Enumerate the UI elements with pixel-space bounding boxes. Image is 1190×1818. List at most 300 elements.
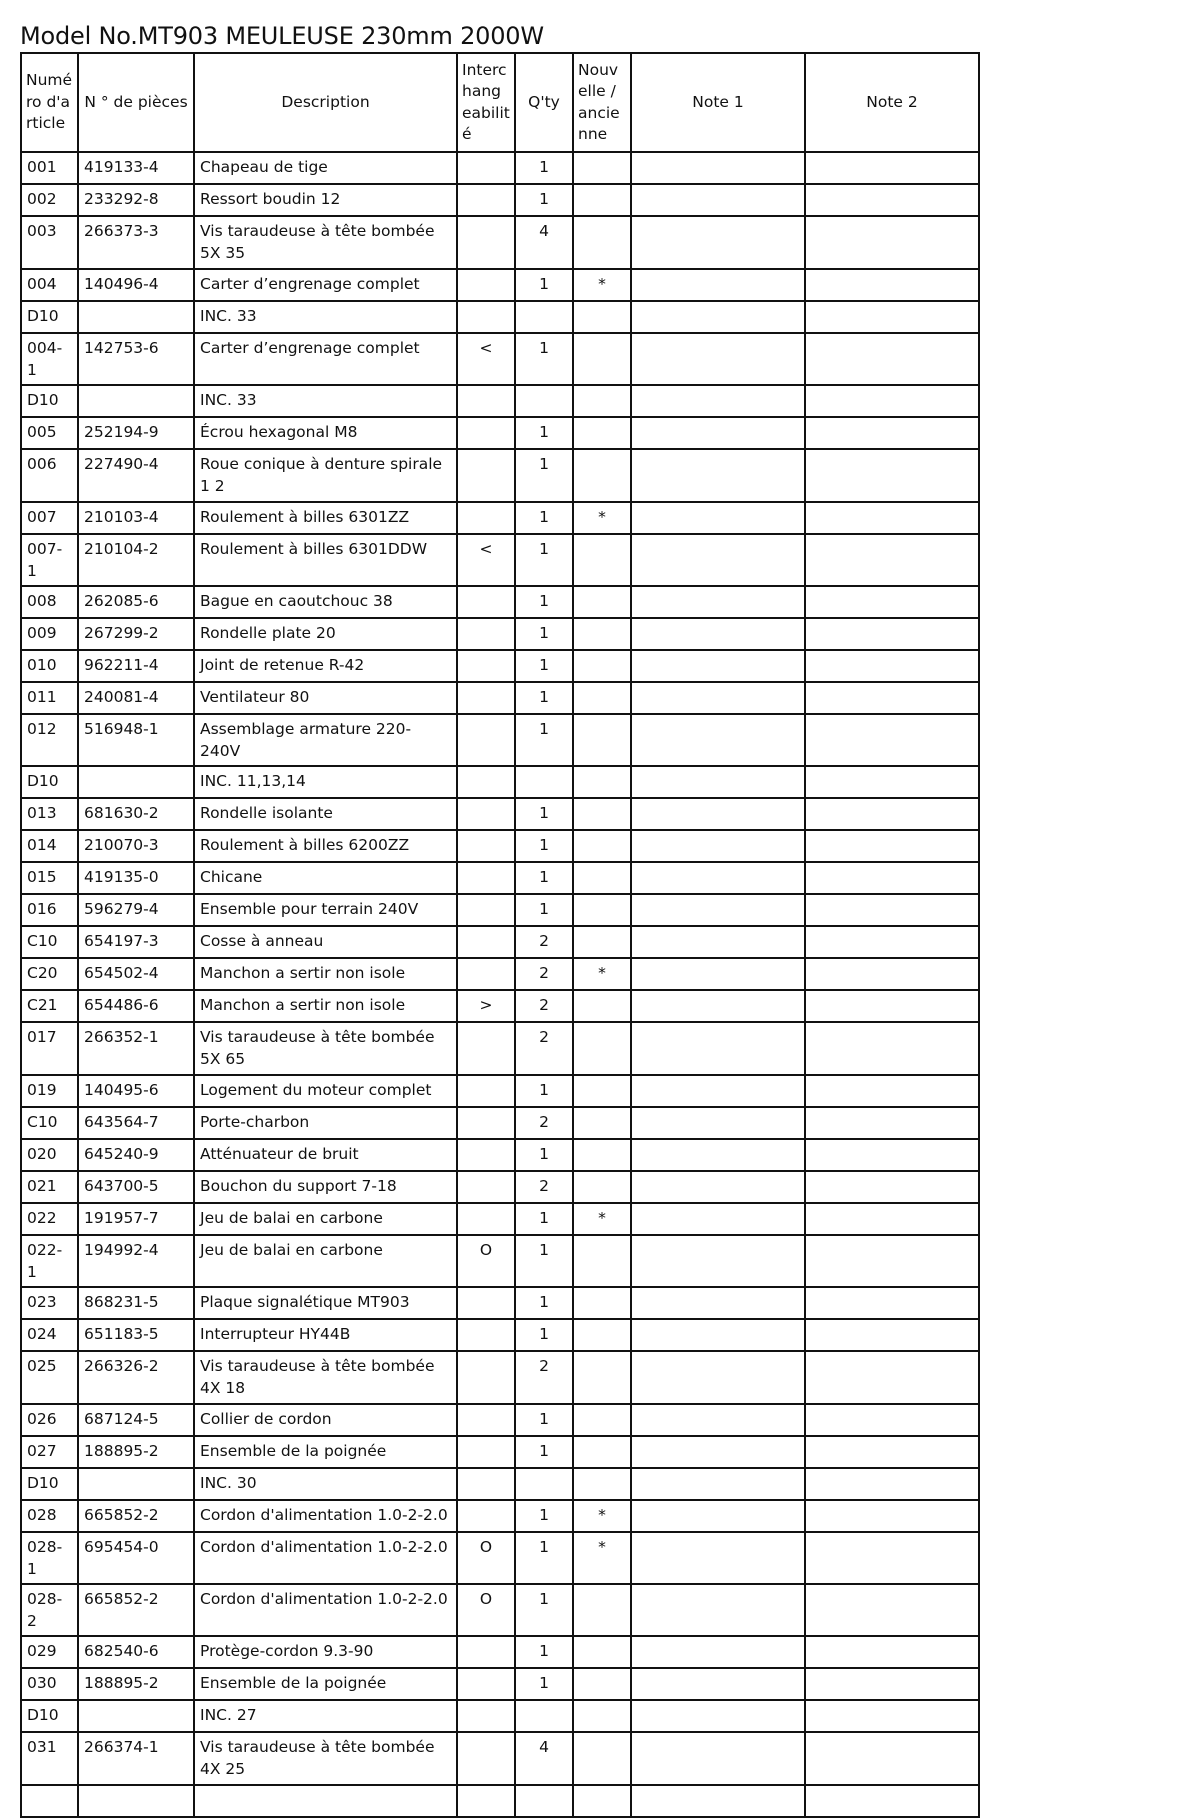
cell-note-2 bbox=[805, 1700, 979, 1732]
cell-new-old-text bbox=[574, 386, 630, 393]
cell-note-2-text bbox=[806, 1786, 978, 1793]
cell-part-no-text: 188895-2 bbox=[84, 1674, 159, 1692]
cell-part-no bbox=[78, 269, 194, 301]
cell-note-1-text bbox=[632, 535, 804, 542]
cell-qty bbox=[515, 385, 573, 417]
cell-note-1 bbox=[631, 714, 805, 766]
cell-note-1 bbox=[631, 830, 805, 862]
table-row bbox=[21, 1235, 979, 1287]
cell-new-old-text bbox=[574, 1023, 630, 1030]
cell-part-no bbox=[78, 1668, 194, 1700]
cell-note-1 bbox=[631, 1404, 805, 1436]
cell-qty-text: 1 bbox=[539, 540, 549, 558]
cell-item-no-text: 016 bbox=[27, 900, 57, 918]
cell-description bbox=[194, 152, 457, 184]
cell-item-no-text: C20 bbox=[27, 964, 58, 982]
cell-item-no bbox=[21, 333, 78, 385]
cell-qty bbox=[515, 1785, 573, 1817]
cell-qty bbox=[515, 1139, 573, 1171]
cell-note-1-text bbox=[632, 767, 804, 774]
cell-description-text: INC. 30 bbox=[200, 1474, 257, 1492]
cell-interchangeability bbox=[457, 1404, 515, 1436]
cell-note-1-text bbox=[632, 651, 804, 658]
cell-note-1-text bbox=[632, 1140, 804, 1147]
table-row bbox=[21, 1107, 979, 1139]
cell-part-no bbox=[78, 1468, 194, 1500]
cell-description bbox=[194, 1351, 457, 1404]
cell-qty bbox=[515, 1319, 573, 1351]
cell-interchangeability bbox=[457, 650, 515, 682]
cell-part-no-text: 962211-4 bbox=[84, 656, 159, 674]
cell-description bbox=[194, 1404, 457, 1436]
cell-item-no bbox=[21, 216, 78, 269]
cell-item-no bbox=[21, 714, 78, 766]
cell-note-1-text bbox=[632, 153, 804, 160]
cell-note-2-text bbox=[806, 1140, 978, 1147]
cell-item-no bbox=[21, 586, 78, 618]
cell-part-no bbox=[78, 766, 194, 798]
cell-note-2-text bbox=[806, 535, 978, 542]
cell-part-no bbox=[78, 894, 194, 926]
cell-new-old-text bbox=[574, 619, 630, 626]
cell-interchangeability bbox=[457, 184, 515, 216]
cell-item-no-text: D10 bbox=[27, 391, 59, 409]
cell-interchangeability bbox=[457, 1532, 515, 1584]
cell-note-1 bbox=[631, 534, 805, 586]
table-row bbox=[21, 1668, 979, 1700]
cell-item-no bbox=[21, 184, 78, 216]
cell-qty bbox=[515, 830, 573, 862]
cell-new-old bbox=[573, 1075, 631, 1107]
cell-qty bbox=[515, 682, 573, 714]
cell-note-1 bbox=[631, 1700, 805, 1732]
cell-item-no-text: 013 bbox=[27, 804, 57, 822]
cell-note-1-text bbox=[632, 302, 804, 309]
table-row bbox=[21, 502, 979, 534]
cell-description bbox=[194, 1636, 457, 1668]
cell-interchangeability-text bbox=[458, 959, 514, 966]
cell-item-no-text: 019 bbox=[27, 1081, 57, 1099]
cell-interchangeability bbox=[457, 1584, 515, 1636]
table-header-row bbox=[21, 53, 979, 152]
cell-interchangeability-text bbox=[458, 1204, 514, 1211]
cell-new-old-text bbox=[574, 217, 630, 224]
cell-new-old bbox=[573, 1436, 631, 1468]
table-row bbox=[21, 830, 979, 862]
cell-note-2 bbox=[805, 990, 979, 1022]
cell-part-no-text: 252194-9 bbox=[84, 423, 159, 441]
cell-new-old-text bbox=[574, 715, 630, 722]
cell-interchangeability-text bbox=[458, 302, 514, 309]
cell-note-2-text bbox=[806, 1669, 978, 1676]
cell-interchangeability bbox=[457, 269, 515, 301]
cell-description-text: Rondelle isolante bbox=[200, 804, 333, 822]
cell-interchangeability-text bbox=[458, 1501, 514, 1508]
cell-new-old bbox=[573, 534, 631, 586]
cell-new-old-text bbox=[574, 767, 630, 774]
cell-note-2-text bbox=[806, 503, 978, 510]
cell-description-text: Plaque signalétique MT903 bbox=[200, 1293, 410, 1311]
cell-interchangeability bbox=[457, 1203, 515, 1235]
cell-new-old-text bbox=[574, 1108, 630, 1115]
table-row bbox=[21, 1139, 979, 1171]
cell-note-1 bbox=[631, 894, 805, 926]
cell-qty-text: 1 bbox=[539, 804, 549, 822]
cell-new-old bbox=[573, 830, 631, 862]
cell-interchangeability-text: O bbox=[479, 1241, 493, 1259]
cell-qty bbox=[515, 1171, 573, 1203]
cell-note-1 bbox=[631, 1436, 805, 1468]
cell-note-1-text bbox=[632, 895, 804, 902]
cell-new-old bbox=[573, 618, 631, 650]
cell-part-no-text: 191957-7 bbox=[84, 1209, 159, 1227]
table-row bbox=[21, 1436, 979, 1468]
cell-item-no bbox=[21, 1203, 78, 1235]
cell-description-text: Manchon a sertir non isole bbox=[200, 996, 406, 1014]
header-qty: Q'ty bbox=[515, 53, 573, 152]
cell-note-2-text bbox=[806, 1320, 978, 1327]
cell-item-no-text: 030 bbox=[27, 1674, 57, 1692]
cell-part-no bbox=[78, 862, 194, 894]
cell-item-no bbox=[21, 502, 78, 534]
cell-item-no bbox=[21, 1732, 78, 1785]
cell-note-2 bbox=[805, 1287, 979, 1319]
cell-interchangeability bbox=[457, 766, 515, 798]
cell-qty-text: 2 bbox=[539, 932, 549, 950]
cell-note-2 bbox=[805, 1436, 979, 1468]
cell-qty-text: 1 bbox=[539, 1209, 549, 1227]
cell-new-old-text bbox=[574, 863, 630, 870]
cell-note-2 bbox=[805, 1404, 979, 1436]
cell-item-no-text: D10 bbox=[27, 307, 59, 325]
cell-qty-text: 1 bbox=[539, 1674, 549, 1692]
cell-qty bbox=[515, 894, 573, 926]
cell-note-2 bbox=[805, 830, 979, 862]
cell-qty bbox=[515, 1468, 573, 1500]
cell-part-no-text: 266352-1 bbox=[84, 1028, 159, 1046]
cell-qty-text: 1 bbox=[539, 868, 549, 886]
cell-new-old-text bbox=[574, 1076, 630, 1083]
cell-part-no-text: 262085-6 bbox=[84, 592, 159, 610]
cell-description bbox=[194, 385, 457, 417]
cell-part-no-text bbox=[79, 767, 193, 774]
cell-description-text: Ensemble de la poignée bbox=[200, 1442, 387, 1460]
cell-note-1 bbox=[631, 333, 805, 385]
table-row bbox=[21, 301, 979, 333]
cell-note-1-text bbox=[632, 587, 804, 594]
cell-description bbox=[194, 1532, 457, 1584]
cell-item-no bbox=[21, 862, 78, 894]
cell-interchangeability bbox=[457, 1139, 515, 1171]
cell-note-1 bbox=[631, 618, 805, 650]
cell-part-no bbox=[78, 958, 194, 990]
table-row bbox=[21, 1732, 979, 1785]
cell-new-old bbox=[573, 894, 631, 926]
cell-item-no bbox=[21, 1404, 78, 1436]
cell-note-2 bbox=[805, 926, 979, 958]
cell-note-2 bbox=[805, 385, 979, 417]
cell-note-1-text bbox=[632, 1320, 804, 1327]
cell-note-1 bbox=[631, 502, 805, 534]
cell-item-no-text: 020 bbox=[27, 1145, 57, 1163]
table-row bbox=[21, 1287, 979, 1319]
cell-qty-text: 1 bbox=[539, 339, 549, 357]
cell-qty-text: 1 bbox=[539, 1293, 549, 1311]
table-row bbox=[21, 766, 979, 798]
cell-item-no-text: 002 bbox=[27, 190, 57, 208]
header-note-1: Note 1 bbox=[631, 53, 805, 152]
cell-interchangeability bbox=[457, 1436, 515, 1468]
cell-new-old-text bbox=[574, 1172, 630, 1179]
cell-note-2 bbox=[805, 534, 979, 586]
cell-new-old bbox=[573, 862, 631, 894]
cell-part-no bbox=[78, 1022, 194, 1075]
cell-part-no-text: 868231-5 bbox=[84, 1293, 159, 1311]
cell-qty bbox=[515, 152, 573, 184]
cell-item-no-text: 028 bbox=[27, 1506, 57, 1524]
cell-item-no-text: 003 bbox=[27, 222, 57, 240]
cell-new-old-text bbox=[574, 185, 630, 192]
cell-note-2 bbox=[805, 714, 979, 766]
cell-interchangeability-text: > bbox=[479, 996, 493, 1014]
cell-part-no-text: 654502-4 bbox=[84, 964, 159, 982]
cell-qty bbox=[515, 417, 573, 449]
header-interchangeability: Interc hang eabilit é bbox=[457, 53, 515, 152]
cell-part-no bbox=[78, 586, 194, 618]
cell-note-2 bbox=[805, 1107, 979, 1139]
cell-note-2-text bbox=[806, 334, 978, 341]
cell-note-2 bbox=[805, 894, 979, 926]
cell-qty-text: 1 bbox=[539, 1325, 549, 1343]
cell-interchangeability bbox=[457, 1171, 515, 1203]
cell-new-old-text bbox=[574, 1469, 630, 1476]
cell-item-no-text: D10 bbox=[27, 1474, 59, 1492]
cell-note-2 bbox=[805, 1636, 979, 1668]
cell-new-old-text bbox=[574, 927, 630, 934]
table-row bbox=[21, 1203, 979, 1235]
cell-description bbox=[194, 301, 457, 333]
cell-description-text: Ensemble de la poignée bbox=[200, 1674, 387, 1692]
cell-part-no-text: 140496-4 bbox=[84, 275, 159, 293]
cell-description-text: Porte-charbon bbox=[200, 1113, 310, 1131]
cell-note-1 bbox=[631, 1235, 805, 1287]
cell-note-1-text bbox=[632, 619, 804, 626]
cell-description bbox=[194, 958, 457, 990]
cell-interchangeability-text bbox=[458, 715, 514, 722]
cell-qty-text: 1 bbox=[539, 190, 549, 208]
cell-note-2-text bbox=[806, 302, 978, 309]
cell-part-no-text: 665852-2 bbox=[84, 1506, 159, 1524]
cell-part-no-text: 665852-2 bbox=[84, 1590, 159, 1608]
cell-note-2 bbox=[805, 449, 979, 502]
cell-note-1-text bbox=[632, 270, 804, 277]
cell-part-no-text: 645240-9 bbox=[84, 1145, 159, 1163]
cell-new-old-text bbox=[574, 991, 630, 998]
cell-part-no-text bbox=[79, 1786, 193, 1793]
cell-new-old bbox=[573, 586, 631, 618]
cell-note-1 bbox=[631, 449, 805, 502]
cell-description-text: Cordon d'alimentation 1.0-2-2.0 bbox=[200, 1590, 448, 1608]
cell-qty-text: 1 bbox=[539, 592, 549, 610]
cell-note-2-text bbox=[806, 418, 978, 425]
cell-interchangeability bbox=[457, 1700, 515, 1732]
cell-qty-text: 2 bbox=[539, 964, 549, 982]
cell-new-old-text bbox=[574, 1786, 630, 1793]
cell-note-1-text bbox=[632, 1585, 804, 1592]
cell-part-no-text bbox=[79, 1469, 193, 1476]
cell-new-old-text bbox=[574, 1405, 630, 1412]
cell-note-2 bbox=[805, 1235, 979, 1287]
header-new-old: Nouv elle / ancie nne bbox=[573, 53, 631, 152]
cell-description-text: Chicane bbox=[200, 868, 263, 886]
cell-part-no-text: 651183-5 bbox=[84, 1325, 159, 1343]
cell-description bbox=[194, 534, 457, 586]
cell-description bbox=[194, 1203, 457, 1235]
cell-note-1-text bbox=[632, 334, 804, 341]
cell-qty bbox=[515, 990, 573, 1022]
cell-note-1-text bbox=[632, 1288, 804, 1295]
cell-description bbox=[194, 216, 457, 269]
cell-note-1 bbox=[631, 1319, 805, 1351]
cell-new-old bbox=[573, 1700, 631, 1732]
cell-note-2-text bbox=[806, 587, 978, 594]
cell-item-no-text: 001 bbox=[27, 158, 57, 176]
cell-note-1-text bbox=[632, 1236, 804, 1243]
cell-note-1 bbox=[631, 269, 805, 301]
cell-qty-text: 1 bbox=[539, 836, 549, 854]
cell-part-no bbox=[78, 1404, 194, 1436]
cell-interchangeability bbox=[457, 216, 515, 269]
cell-note-2-text bbox=[806, 153, 978, 160]
table-row bbox=[21, 586, 979, 618]
cell-new-old-text bbox=[574, 1637, 630, 1644]
table-row bbox=[21, 417, 979, 449]
cell-item-no-text: 023 bbox=[27, 1293, 57, 1311]
cell-item-no bbox=[21, 766, 78, 798]
cell-part-no-text: 240081-4 bbox=[84, 688, 159, 706]
cell-note-2 bbox=[805, 216, 979, 269]
cell-qty-text: 1 bbox=[539, 455, 549, 473]
cell-description bbox=[194, 449, 457, 502]
cell-qty bbox=[515, 1668, 573, 1700]
cell-part-no-text: 266374-1 bbox=[84, 1738, 159, 1756]
cell-part-no-text: 210070-3 bbox=[84, 836, 159, 854]
table-row bbox=[21, 1404, 979, 1436]
cell-new-old bbox=[573, 1287, 631, 1319]
cell-new-old-text bbox=[574, 1352, 630, 1359]
cell-new-old bbox=[573, 269, 631, 301]
cell-item-no-text: 014 bbox=[27, 836, 57, 854]
cell-item-no-text: 008 bbox=[27, 592, 57, 610]
cell-new-old bbox=[573, 1235, 631, 1287]
cell-note-2 bbox=[805, 417, 979, 449]
cell-part-no bbox=[78, 926, 194, 958]
cell-qty bbox=[515, 1732, 573, 1785]
cell-interchangeability-text bbox=[458, 831, 514, 838]
table-row bbox=[21, 216, 979, 269]
cell-item-no bbox=[21, 1436, 78, 1468]
cell-note-2 bbox=[805, 798, 979, 830]
cell-description-text: Ensemble pour terrain 240V bbox=[200, 900, 419, 918]
cell-part-no bbox=[78, 1436, 194, 1468]
table-row bbox=[21, 926, 979, 958]
cell-note-2 bbox=[805, 1785, 979, 1817]
cell-part-no-text: 233292-8 bbox=[84, 190, 159, 208]
cell-qty bbox=[515, 650, 573, 682]
cell-note-1 bbox=[631, 1203, 805, 1235]
table-row bbox=[21, 1500, 979, 1532]
cell-description-text: Assemblage armature 220-240V bbox=[200, 720, 412, 760]
cell-qty bbox=[515, 618, 573, 650]
cell-note-1 bbox=[631, 1636, 805, 1668]
cell-new-old bbox=[573, 1500, 631, 1532]
cell-note-1 bbox=[631, 1022, 805, 1075]
cell-description-text: INC. 11,13,14 bbox=[200, 772, 306, 790]
cell-description-text: Roue conique à denture spirale 1 2 bbox=[200, 455, 443, 495]
cell-description-text: Carter d’engrenage complet bbox=[200, 339, 420, 357]
cell-part-no bbox=[78, 1287, 194, 1319]
cell-new-old bbox=[573, 1532, 631, 1584]
cell-description-text bbox=[195, 1786, 456, 1793]
cell-interchangeability bbox=[457, 714, 515, 766]
cell-note-2 bbox=[805, 301, 979, 333]
cell-part-no-text: 643564-7 bbox=[84, 1113, 159, 1131]
cell-note-1 bbox=[631, 1468, 805, 1500]
cell-qty bbox=[515, 798, 573, 830]
cell-description-text: Bague en caoutchouc 38 bbox=[200, 592, 393, 610]
cell-note-2-text bbox=[806, 1172, 978, 1179]
cell-item-no bbox=[21, 958, 78, 990]
cell-qty-text: 1 bbox=[539, 1241, 549, 1259]
cell-item-no bbox=[21, 894, 78, 926]
cell-note-2 bbox=[805, 1139, 979, 1171]
cell-part-no bbox=[78, 502, 194, 534]
cell-qty-text: 1 bbox=[539, 656, 549, 674]
table-row bbox=[21, 1785, 979, 1817]
cell-part-no-text: 419133-4 bbox=[84, 158, 159, 176]
cell-note-2-text bbox=[806, 991, 978, 998]
cell-part-no bbox=[78, 618, 194, 650]
cell-note-1-text bbox=[632, 863, 804, 870]
cell-interchangeability-text bbox=[458, 270, 514, 277]
parts-table bbox=[20, 52, 980, 1818]
cell-item-no-text: 022 bbox=[27, 1209, 57, 1227]
cell-description bbox=[194, 1107, 457, 1139]
cell-note-2-text bbox=[806, 831, 978, 838]
parts-table-body bbox=[21, 152, 979, 1817]
cell-item-no bbox=[21, 990, 78, 1022]
cell-note-1 bbox=[631, 417, 805, 449]
table-row bbox=[21, 1636, 979, 1668]
cell-item-no bbox=[21, 1107, 78, 1139]
cell-qty bbox=[515, 1287, 573, 1319]
cell-new-old-text: * bbox=[598, 275, 606, 293]
cell-item-no-text: 004-1 bbox=[27, 339, 63, 379]
cell-part-no-text bbox=[79, 1701, 193, 1708]
cell-description bbox=[194, 1436, 457, 1468]
cell-interchangeability bbox=[457, 333, 515, 385]
cell-qty-text: 1 bbox=[539, 275, 549, 293]
cell-qty bbox=[515, 1500, 573, 1532]
cell-interchangeability-text bbox=[458, 1405, 514, 1412]
cell-note-1-text bbox=[632, 185, 804, 192]
cell-description-text: Jeu de balai en carbone bbox=[200, 1241, 383, 1259]
cell-new-old-text bbox=[574, 683, 630, 690]
cell-note-2 bbox=[805, 1203, 979, 1235]
cell-item-no-text: 025 bbox=[27, 1357, 57, 1375]
cell-item-no bbox=[21, 682, 78, 714]
cell-item-no-text: 026 bbox=[27, 1410, 57, 1428]
